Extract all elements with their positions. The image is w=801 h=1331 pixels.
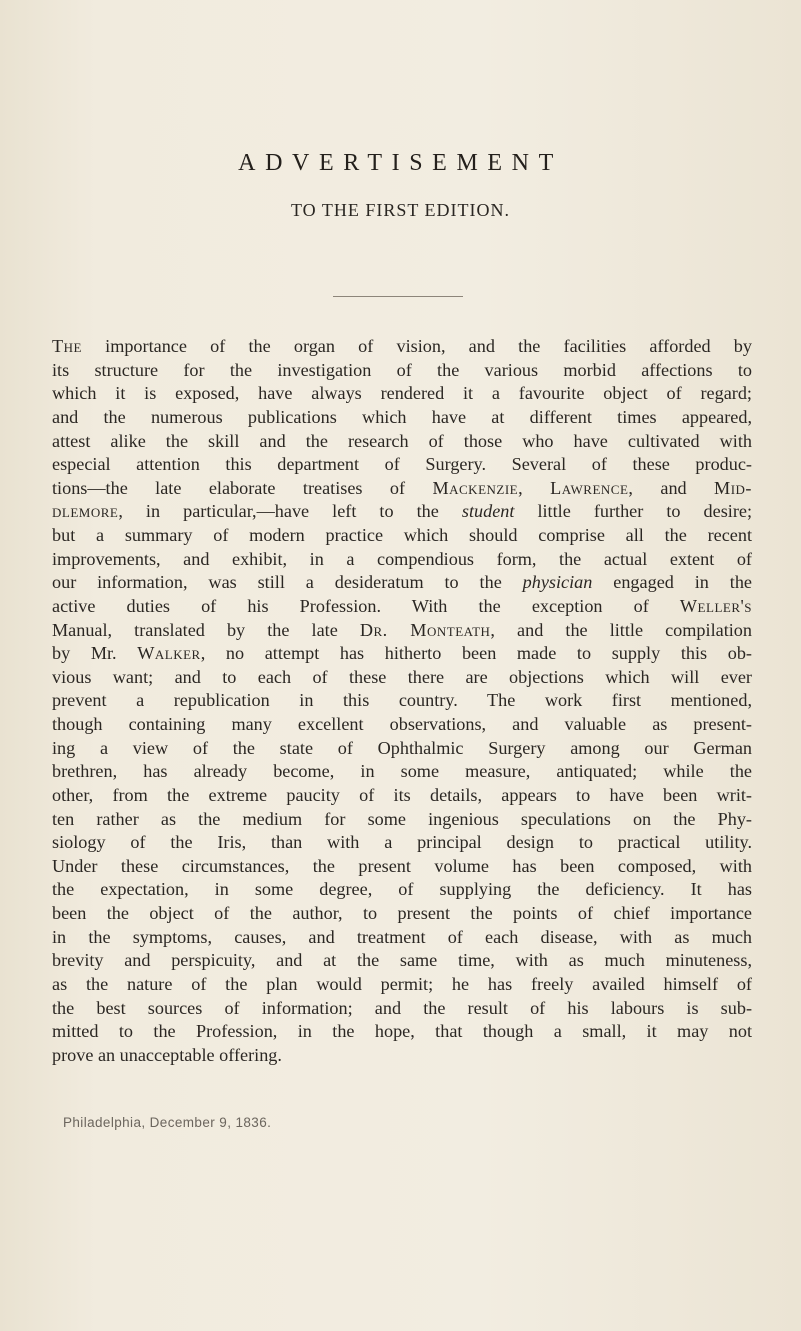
section-divider [333,296,463,297]
text-line [52,1020,752,1044]
text-run: , and the little compilation [490,619,752,640]
text-run: vious want; and to each of these there are objections which will ever [52,666,752,687]
page-subtitle: TO THE FIRST EDITION. [291,200,510,220]
text-run: engaged in the [592,572,752,593]
text-run: ten rather as the medium for some ingenious speculations on the Phy- [52,808,752,829]
text-line [52,760,752,784]
advertisement-paragraph [52,335,752,1067]
text-line [52,878,752,902]
text-run: brethren, has already become, in some measure, antiquated; while the [52,761,752,782]
text-run: importance of the organ of vision, and the facilities afforded by [81,336,752,356]
text-line [52,382,752,406]
text-line [52,335,752,359]
text-run: as the nature of the plan would permit; he has freely availed himself of [52,973,752,994]
text-line [52,713,752,737]
text-line [52,926,752,950]
text-run: , in particular,—have left to the [118,501,462,522]
text-line [52,831,752,855]
text-line [52,430,752,454]
text-line [52,973,752,997]
text-run: other, from the extreme paucity of its details, appears to have been writ- [52,784,752,805]
text-run: , no attempt has hitherto been made to supply this ob- [200,643,752,664]
text-line [52,548,752,572]
text-run: attest alike the skill and the research of those who have cultivated with [52,430,752,451]
small-caps-name: Mid- [714,477,752,498]
text-line [52,784,752,808]
text-run: ing a view of the state of Ophthalmic Surgery among our German [52,737,752,758]
small-caps-name: dlemore [52,501,119,522]
text-line [52,477,752,501]
text-run: which it is exposed, have always rendered it a favourite object of regard; [52,383,752,404]
text-run: the expectation, in some degree, of supplying the deficiency. It has [52,879,752,900]
text-run: Manual, translated by the late [52,619,360,640]
italic-emphasis: student [461,501,515,522]
text-line [52,642,752,666]
text-run: mitted to the Profession, in the hope, that though a small, it may not [52,1021,752,1042]
text-run: by Mr. [52,643,138,664]
text-run: our information, was still a desideratum to the [52,572,523,593]
text-line [52,666,752,690]
text-run: siology of the Iris, than with a principal design to practical utility. [52,832,752,853]
text-run: prevent a republication in this country. The work first mentioned, [52,690,752,711]
text-run: tions—the late elaborate treatises of [52,477,433,498]
text-line [52,737,752,761]
italic-emphasis: physician [522,572,593,593]
page-title: ADVERTISEMENT [238,150,563,176]
text-line [52,949,752,973]
text-run: and the numerous publications which have at different times appeared, [52,406,752,427]
text-line [52,571,752,595]
small-caps-name: Dr. Monteath [359,619,491,640]
small-caps-name: The [52,336,82,356]
text-run: though containing many excellent observations, and valuable as present- [52,714,752,734]
dateline: Philadelphia, December 9, 1836. [63,1115,272,1130]
text-run: the best sources of information; and the result of his labours is sub- [52,997,752,1018]
text-run: little further to desire; [514,501,753,522]
small-caps-name: Walker [137,643,201,664]
text-line [52,524,752,548]
text-line [52,855,752,879]
text-line [52,595,752,619]
small-caps-name: Mackenzie [432,477,519,498]
text-run: , and [628,477,715,498]
text-run: active duties of his Profession. With the exception of [52,595,680,616]
text-line [52,359,752,383]
text-run: been the object of the author, to present the points of chief importance [52,903,752,923]
text-line [52,453,752,477]
text-run: its structure for the investigation of the various morbid affections to [52,359,752,380]
text-run: brevity and perspicuity, and at the same time, with as much minuteness, [52,950,752,971]
text-line [52,619,752,643]
text-run: prove an unacceptable offering. [52,1044,282,1065]
text-run: but a summary of modern practice which should comprise all the recent [52,525,752,545]
text-run: especial attention this department of Surgery. Several of these produc- [52,454,752,475]
text-line [52,500,752,524]
text-line [52,808,752,832]
text-run: in the symptoms, causes, and treatment of each disease, with as much [52,926,752,947]
text-line [52,1044,752,1068]
text-run: Under these circumstances, the present volume has been composed, with [52,855,752,876]
text-line [52,689,752,713]
small-caps-name: Weller's [679,595,752,616]
text-line [52,997,752,1021]
text-run: improvements, and exhibit, in a compendious form, the actual extent of [52,548,752,569]
text-line [52,902,752,926]
text-run: , [518,477,551,498]
text-line [52,406,752,430]
small-caps-name: Lawrence [550,477,629,498]
